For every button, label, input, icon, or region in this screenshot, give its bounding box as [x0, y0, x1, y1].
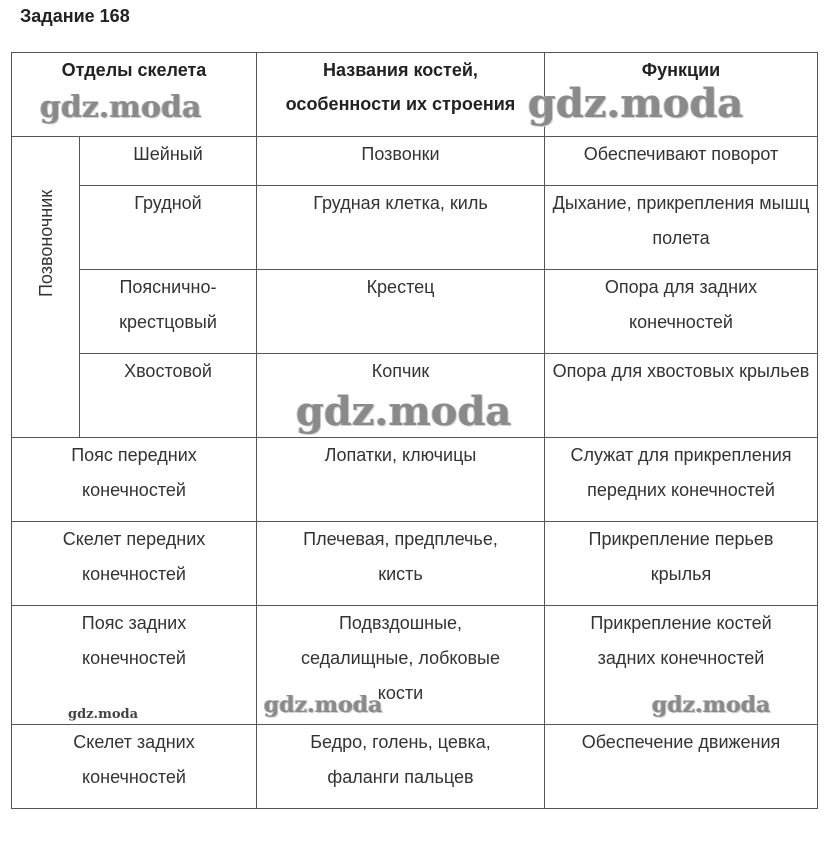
table-cell-section: Шейный	[80, 137, 257, 186]
table-cell-section: Грудной	[80, 186, 257, 270]
table-row	[12, 186, 818, 270]
table-cell-function: Дыхание, прикрепления мышц полета	[545, 186, 818, 270]
table-cell-bones: Крестец	[257, 270, 545, 354]
table-cell-function: Служат для прикрепления передних конечностей	[545, 438, 818, 522]
table-cell-function: Обеспечение движения	[545, 725, 818, 809]
header-sections: Отделы скелета	[12, 53, 257, 137]
watermark: gdz.moda	[296, 388, 512, 435]
table-cell-function: Прикрепление перьев крылья	[545, 522, 818, 606]
table-cell-function: Опора для хвостовых крыльев	[545, 354, 818, 438]
table-cell-section: Скелет задних конечностей	[12, 725, 257, 809]
table-cell-function: Обеспечивают поворот	[545, 137, 818, 186]
table-row	[12, 522, 818, 606]
watermark: gdz.moda	[40, 90, 202, 125]
table-cell-function: Опора для задних конечностей	[545, 270, 818, 354]
header-bones-line1: Названия костей,	[323, 60, 478, 80]
watermark: gdz.moda	[68, 707, 139, 722]
table-cell-section: Пояс передних конечностей	[12, 438, 257, 522]
task-title: Задание 168	[20, 6, 130, 26]
table-row	[12, 725, 818, 809]
spine-label: Позвоночник	[35, 189, 56, 297]
table-cell-bones: Плечевая, предплечье, кисть	[257, 522, 545, 606]
watermark: gdz.moda	[652, 692, 771, 718]
header-bones-line2: особенности их строения	[285, 94, 516, 114]
table-cell-bones: Грудная клетка, киль	[257, 186, 545, 270]
table-cell-section: Хвостовой	[80, 354, 257, 438]
watermark: gdz.moda	[264, 692, 383, 718]
table-cell-bones: Бедро, голень, цевка, фаланги пальцев	[257, 725, 545, 809]
watermark: gdz.moda	[528, 80, 744, 127]
table-cell-bones: Подвздошные, седалищные, лобковые кости	[257, 606, 545, 725]
table-row	[12, 270, 818, 354]
header-bones	[257, 53, 545, 137]
table-row	[12, 137, 818, 186]
header-functions: Функции	[545, 53, 818, 137]
table-cell-section: Пояснично-крестцовый	[80, 270, 257, 354]
spine-label-cell	[12, 137, 80, 438]
table-cell-function: Прикрепление костей задних конечностей	[545, 606, 818, 725]
table-cell-bones: Копчик	[257, 354, 545, 438]
table-row	[12, 438, 818, 522]
table-cell-bones: Позвонки	[257, 137, 545, 186]
table-cell-section: Пояс задних конечностей	[12, 606, 257, 725]
table-cell-section: Скелет передних конечностей	[12, 522, 257, 606]
table-cell-bones: Лопатки, ключицы	[257, 438, 545, 522]
